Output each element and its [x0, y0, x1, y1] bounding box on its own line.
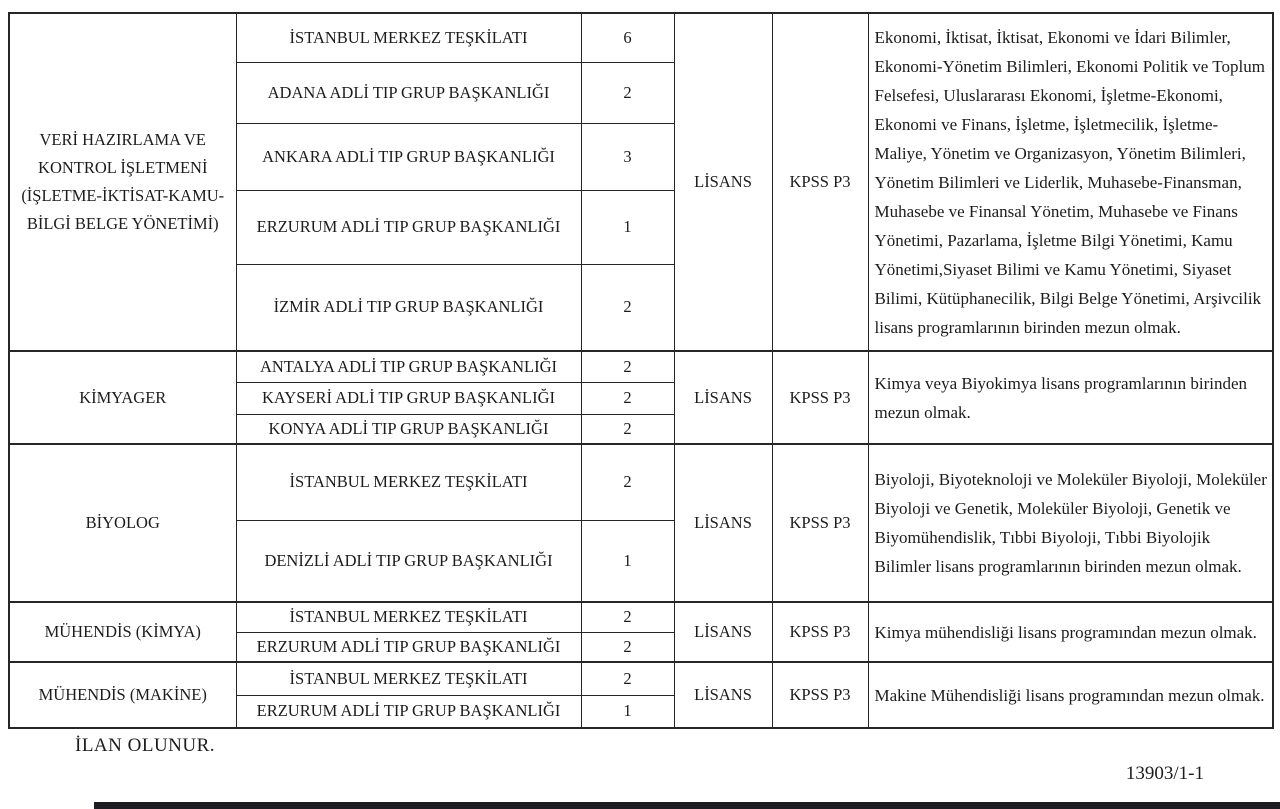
- location-cell: İSTANBUL MERKEZ TEŞKİLATI: [236, 444, 581, 520]
- count-cell: 2: [581, 264, 674, 351]
- requirement-cell: Kimya mühendisliği lisans programından mezun olmak.: [868, 602, 1273, 662]
- location-cell: DENİZLİ ADLİ TIP GRUP BAŞKANLIĞI: [236, 520, 581, 602]
- table-row: [9, 444, 1273, 520]
- location-cell: İSTANBUL MERKEZ TEŞKİLATI: [236, 662, 581, 695]
- count-cell: 2: [581, 62, 674, 123]
- count-cell: 2: [581, 414, 674, 444]
- location-cell: KAYSERİ ADLİ TIP GRUP BAŞKANLIĞI: [236, 382, 581, 414]
- location-cell: ERZURUM ADLİ TIP GRUP BAŞKANLIĞI: [236, 695, 581, 728]
- position-title-cell: MÜHENDİS (KİMYA): [9, 602, 236, 662]
- table-row: [9, 602, 1273, 632]
- table-row: [9, 662, 1273, 695]
- education-level-cell: LİSANS: [674, 351, 772, 444]
- exam-score-cell: KPSS P3: [772, 351, 868, 444]
- location-cell: KONYA ADLİ TIP GRUP BAŞKANLIĞI: [236, 414, 581, 444]
- education-level-cell: LİSANS: [674, 13, 772, 351]
- exam-score-cell: KPSS P3: [772, 444, 868, 602]
- count-cell: 1: [581, 695, 674, 728]
- count-cell: 2: [581, 602, 674, 632]
- count-cell: 2: [581, 444, 674, 520]
- location-cell: ERZURUM ADLİ TIP GRUP BAŞKANLIĞI: [236, 632, 581, 662]
- location-cell: ERZURUM ADLİ TIP GRUP BAŞKANLIĞI: [236, 190, 581, 264]
- education-level-cell: LİSANS: [674, 444, 772, 602]
- bottom-separator-bar: [94, 802, 1280, 809]
- location-cell: ADANA ADLİ TIP GRUP BAŞKANLIĞI: [236, 62, 581, 123]
- location-cell: ANTALYA ADLİ TIP GRUP BAŞKANLIĞI: [236, 351, 581, 382]
- requirement-cell: Makine Mühendisliği lisans programından mezun olmak.: [868, 662, 1273, 728]
- position-title-cell: BİYOLOG: [9, 444, 236, 602]
- position-title-cell: KİMYAGER: [9, 351, 236, 444]
- table-row: [9, 351, 1273, 382]
- job-postings-table: [8, 12, 1274, 729]
- location-cell: İSTANBUL MERKEZ TEŞKİLATI: [236, 602, 581, 632]
- count-cell: 3: [581, 123, 674, 190]
- reference-number: 13903/1-1: [1125, 763, 1204, 784]
- table-row: [9, 13, 1273, 62]
- education-level-cell: LİSANS: [674, 662, 772, 728]
- count-cell: 2: [581, 351, 674, 382]
- count-cell: 6: [581, 13, 674, 62]
- count-cell: 2: [581, 632, 674, 662]
- count-cell: 1: [581, 520, 674, 602]
- requirement-cell: Kimya veya Biyokimya lisans programlarının birinden mezun olmak.: [868, 351, 1273, 444]
- location-cell: İZMİR ADLİ TIP GRUP BAŞKANLIĞI: [236, 264, 581, 351]
- count-cell: 2: [581, 662, 674, 695]
- exam-score-cell: KPSS P3: [772, 13, 868, 351]
- location-cell: İSTANBUL MERKEZ TEŞKİLATI: [236, 13, 581, 62]
- exam-score-cell: KPSS P3: [772, 602, 868, 662]
- position-title-cell: MÜHENDİS (MAKİNE): [9, 662, 236, 728]
- exam-score-cell: KPSS P3: [772, 662, 868, 728]
- requirement-cell: Ekonomi, İktisat, İktisat, Ekonomi ve İdari Bilimler, Ekonomi-Yönetim Bilimleri, Ekonomi Politik ve Toplum Felsefesi, Uluslararası Ekonomi, İşletme-Ekonomi, Ekonomi ve Finans, İşletme, İşletmecilik, İşletme-Maliye, Yönetim ve Organizasyon, Yönetim Bilimleri, Yönetim Bilimleri ve Liderlik, Muhasebe-Finansman, Muhasebe ve Finansal Yönetim, Muhasebe ve Finans Yönetimi, Pazarlama, İşletme Bilgi Yönetimi, Kamu Yönetimi,Siyaset Bilimi ve Kamu Yönetimi, Siyaset Bilimi, Kütüphanecilik, Bilgi Belge Yönetimi, Arşivcilik lisans programlarının birinden mezun olmak.: [868, 13, 1273, 351]
- location-cell: ANKARA ADLİ TIP GRUP BAŞKANLIĞI: [236, 123, 581, 190]
- requirement-cell: Biyoloji, Biyoteknoloji ve Moleküler Biyoloji, Moleküler Biyoloji ve Genetik, Moleküler Biyoloji, Genetik ve Biyomühendislik, Tıbbi Biyoloji, Tıbbi Biyolojik Bilimler lisans programlarının birinden mezun olmak.: [868, 444, 1273, 602]
- count-cell: 1: [581, 190, 674, 264]
- count-cell: 2: [581, 382, 674, 414]
- announcement-note: İLAN OLUNUR.: [75, 735, 216, 756]
- position-title-cell: VERİ HAZIRLAMA VE KONTROL İŞLETMENİ (İŞLETME-İKTİSAT-KAMU-BİLGİ BELGE YÖNETİMİ): [9, 13, 236, 351]
- education-level-cell: LİSANS: [674, 602, 772, 662]
